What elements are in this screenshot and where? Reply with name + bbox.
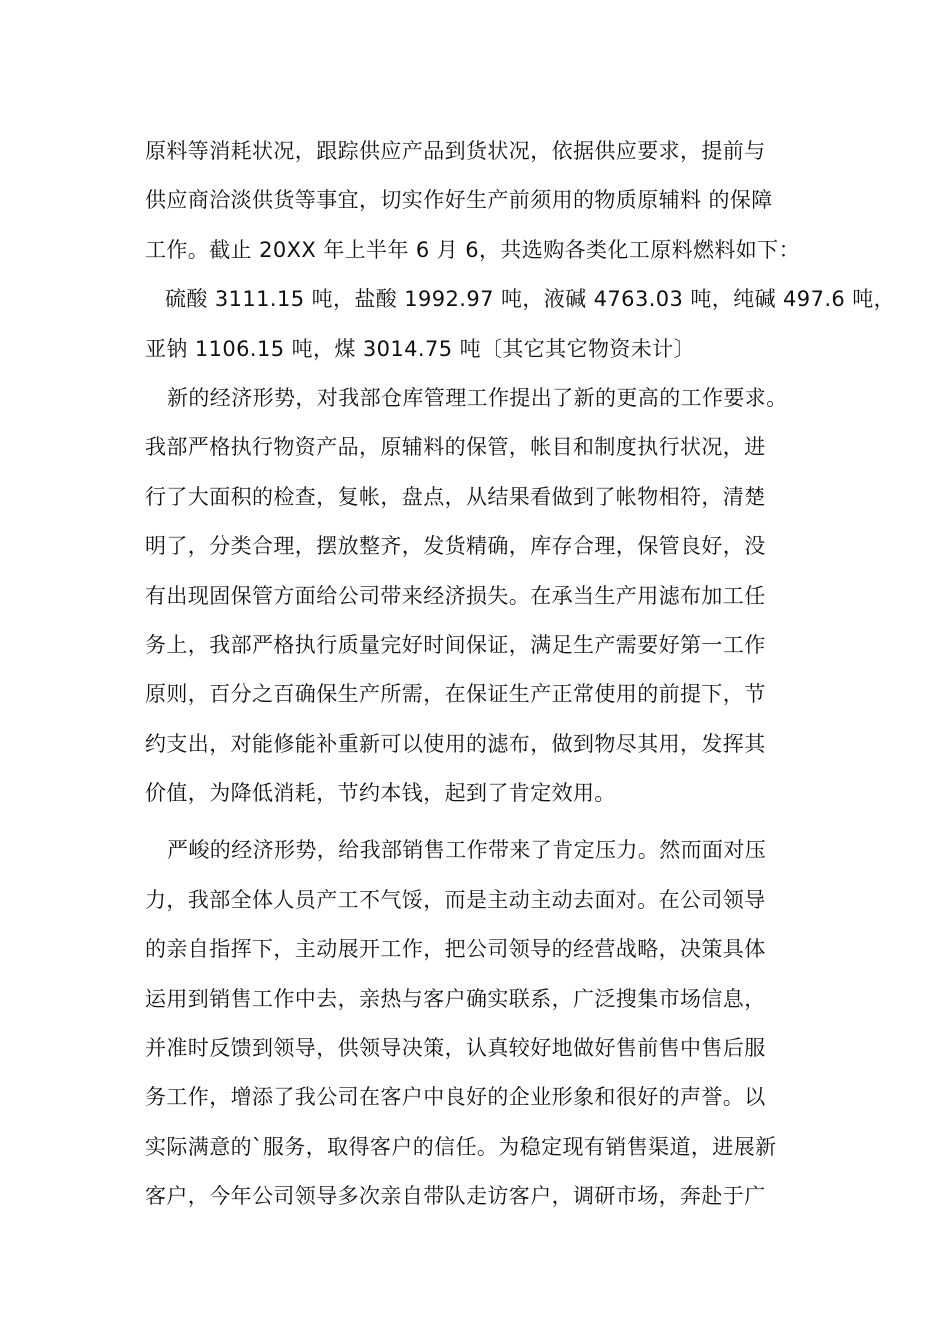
text-line: 务工作，增添了我公司在客户中良好的企业形象和很好的声誉。以 — [145, 1085, 766, 1110]
paragraph-procurement — [145, 127, 825, 275]
text-line: 原料等消耗状况，跟踪供应产品到货状况，依据供应要求，提前与 — [145, 139, 766, 163]
document-body — [145, 127, 896, 1222]
text-line: 价值，为降低消耗，节约本钱，起到了肯定效用。 — [145, 781, 616, 806]
text-line: 的亲自指挥下，主动展开工作，把公司领导的经营战略，决策具体 — [145, 937, 766, 962]
text-line: 硫酸 3111.15 吨，盐酸 1992.97 吨，液碱 4763.03 吨，纯碱 497.6 吨， — [165, 287, 896, 312]
text-line: 力，我部全体人员产工不气馁，而是主动主动去面对。在公司领导 — [145, 887, 766, 912]
text-line: 实际满意的`服务，取得客户的信任。为稳定现有销售渠道，进展新 — [145, 1134, 777, 1159]
text-line: 新的经济形势，对我部仓库管理工作提出了新的更高的工作要求。 — [167, 385, 788, 410]
text-line: 并准时反馈到领导，供领导决策，认真较好地做好售前售中售后服 — [145, 1036, 766, 1061]
text-line: 我部严格执行物资产品，原辅料的保管，帐目和制度执行状况，进 — [145, 435, 766, 460]
text-line: 有出现固保管方面给公司带来经济损失。在承当生产用滤布加工任 — [145, 583, 766, 608]
text-line: 亚钠 1106.15 吨，煤 3014.75 吨〔其它其它物资未计〕 — [145, 336, 695, 361]
text-line: 客户，今年公司领导多次亲自带队走访客户，调研市场，奔赴于广 — [145, 1184, 766, 1209]
text-line: 供应商洽淡供货等事宜，切实作好生产前须用的物质原辅料 的保障 — [145, 188, 773, 213]
text-line: 明了，分类合理，摆放整齐，发货精确，库存合理，保管良好，没 — [145, 534, 766, 559]
paragraph-materials-list — [145, 275, 896, 374]
text-line: 行了大面积的检查，复帐，盘点，从结果看做到了帐物相符，清楚 — [145, 484, 766, 509]
text-line: 严峻的经济形势，给我部销售工作带来了肯定压力。然而面对压 — [167, 838, 767, 863]
text-line: 运用到销售工作中去，亲热与客户确实联系，广泛搜集市场信息， — [145, 986, 766, 1011]
text-line: 务上，我部严格执行质量完好时间保证，满足生产需要好第一工作 — [145, 632, 766, 657]
text-line: 原则，百分之百确保生产所需，在保证生产正常使用的前提下，节 — [145, 682, 766, 707]
text-line: 约支出，对能修能补重新可以使用的滤布，做到物尽其用，发挥其 — [145, 731, 766, 756]
paragraph-sales — [145, 826, 825, 1221]
paragraph-spacer — [145, 818, 825, 826]
paragraph-warehouse — [145, 374, 825, 819]
text-line: 工作。截止 20XX 年上半年 6 月 6，共选购各类化工原料燃料如下： — [145, 237, 800, 262]
